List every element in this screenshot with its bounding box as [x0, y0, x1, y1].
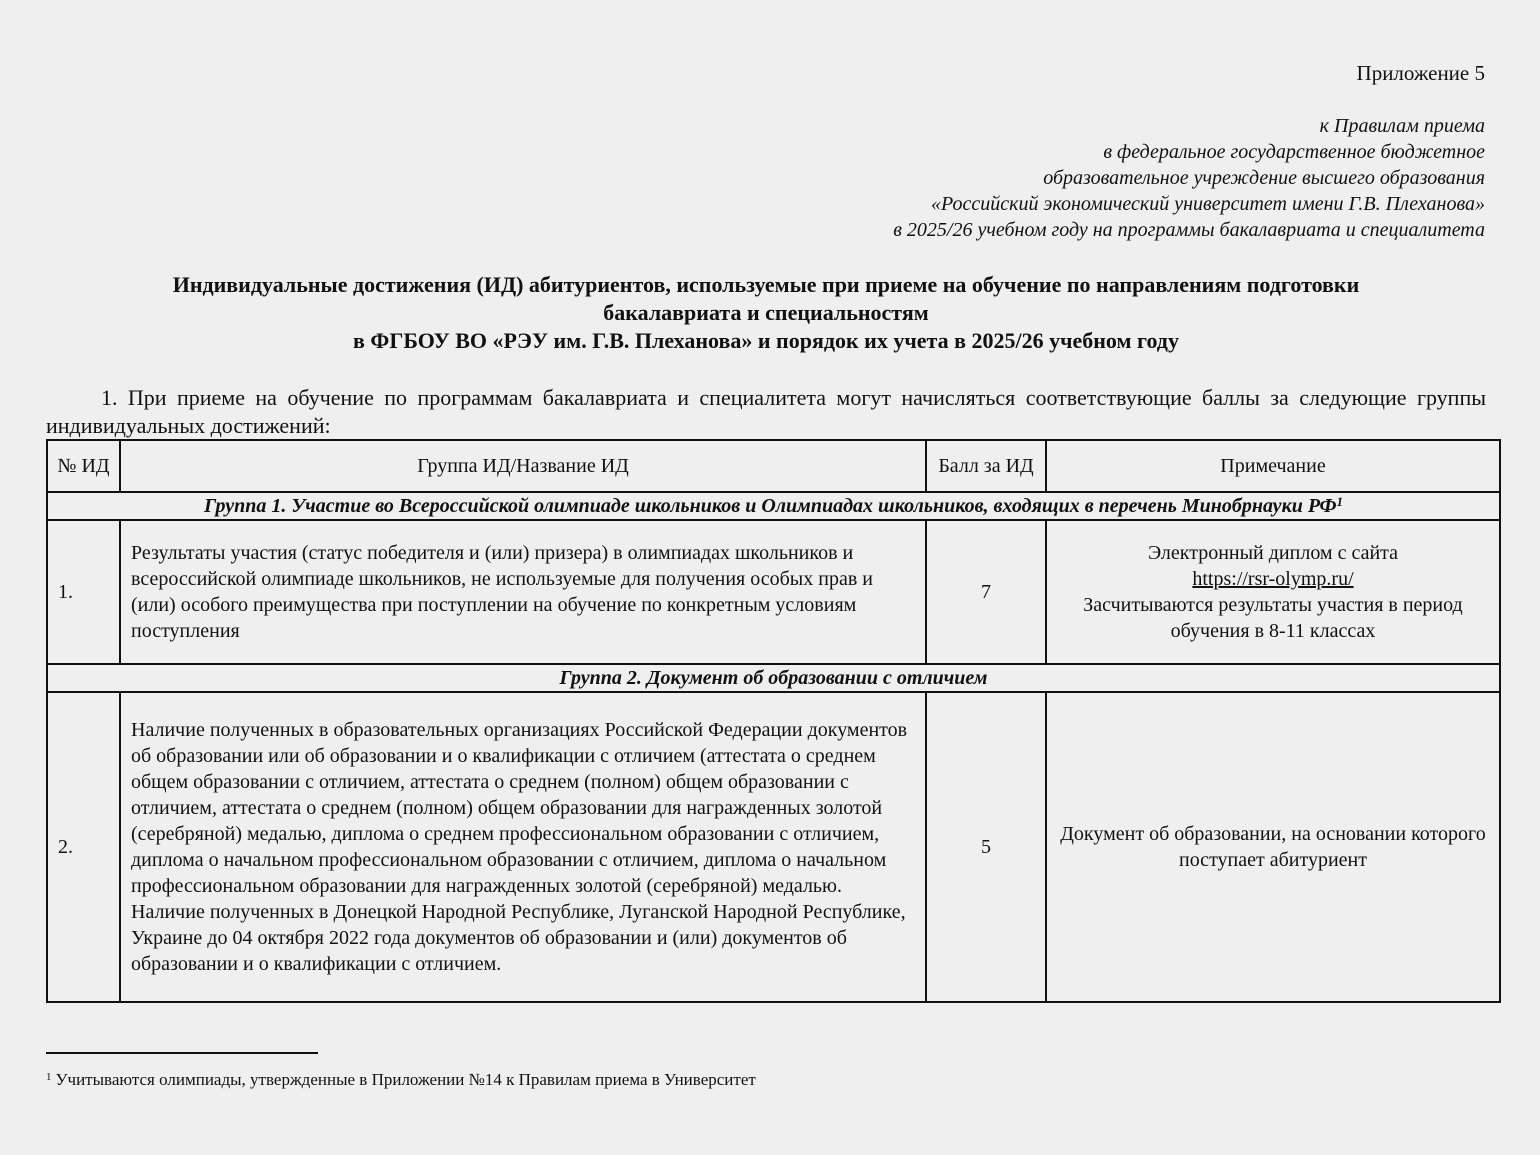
appendix-title: Приложение 5: [1356, 61, 1485, 85]
group-title-text: Группа 1. Участие во Всероссийской олимпиаде школьников и Олимпиадах школьников, входящих в перечень Минобрнауки РФ: [203, 495, 1337, 517]
note-line: Засчитываются результаты участия в период обучения в 8-11 классах: [1083, 594, 1463, 642]
group-title: Группа 2. Документ об образовании с отличием: [47, 664, 1500, 692]
appendix-subtitle-line: в 2025/26 учебном году на программы бакалавриата и специалитета: [893, 219, 1485, 241]
row-name-paragraph: Наличие полученных в образовательных организациях Российской Федерации документов об образовании или об образовании и о квалификации с отличием (аттестата о среднем общем образовании с отличием, аттестата о среднем (полном) общем образовании с отличием, аттестата о среднем (полном) общем образовании для награжденных золотой (серебряной) медалью, диплома о среднем профессиональном образовании с отличием, диплома о начальном профессиональном образовании с отличием, диплома о начальном профессиональном образовании для награжденных золотой (серебряной) медалью.: [131, 719, 908, 897]
appendix-subtitle: [893, 113, 1485, 243]
footnote-divider: [46, 1052, 318, 1054]
document-title-line: в ФГБОУ ВО «РЭУ им. Г.В. Плеханова» и порядок их учета в 2025/26 учебном году: [353, 328, 1179, 353]
row-num: 1.: [47, 520, 120, 664]
row-num: 2.: [47, 692, 120, 1002]
header-note: Примечание: [1046, 440, 1500, 492]
note-line: Электронный диплом с сайта: [1147, 542, 1399, 564]
document-title: [46, 271, 1486, 355]
group-row: [47, 664, 1500, 692]
olymp-site-link[interactable]: https://rsr-olymp.ru/: [1192, 568, 1354, 590]
intro-paragraph: 1. При приеме на обучение по программам бакалавриата и специалитета могут начисляться соответствующие баллы за следующие группы индивидуальных достижений:: [46, 385, 1486, 438]
appendix-subtitle-line: «Российский экономический университет имени Г.В. Плеханова»: [931, 193, 1485, 215]
achievements-table: [46, 439, 1501, 1003]
table-row: [47, 520, 1500, 664]
group-row: [47, 492, 1500, 520]
row-score: 7: [926, 520, 1046, 664]
header-name: Группа ИД/Название ИД: [120, 440, 926, 492]
footnote-number: 1: [46, 1071, 52, 1083]
appendix-subtitle-line: в федеральное государственное бюджетное: [1103, 141, 1485, 163]
table-header-row: [47, 440, 1500, 492]
header-score: Балл за ИД: [926, 440, 1046, 492]
footnote: [46, 1066, 756, 1091]
table-row: [47, 692, 1500, 1002]
row-score: 5: [926, 692, 1046, 1002]
row-name: Результаты участия (статус победителя и (или) призера) в олимпиадах школьников и всероссийской олимпиаде школьников, не используемые для получения особых прав и (или) особого преимущества при поступлении на обучение по конкретным условиям поступления: [120, 520, 926, 664]
row-note: Документ об образовании, на основании которого поступает абитуриент: [1046, 692, 1500, 1002]
group-title: [47, 492, 1500, 520]
row-name: [120, 692, 926, 1002]
document-title-line: бакалавриата и специальностям: [603, 300, 929, 325]
row-name-paragraph: Наличие полученных в Донецкой Народной Республике, Луганской Народной Республике, Украине до 04 октября 2022 года документов об образовании и (или) документов об образовании и о квалификации с отличием.: [131, 901, 906, 975]
footnote-text: Учитываются олимпиады, утвержденные в Приложении №14 к Правилам приема в Университет: [55, 1070, 756, 1089]
appendix-subtitle-line: образовательное учреждение высшего образования: [1043, 167, 1485, 189]
header-num: № ИД: [47, 440, 120, 492]
row-note: [1046, 520, 1500, 664]
appendix-subtitle-line: к Правилам приема: [1319, 115, 1485, 137]
document-title-line: Индивидуальные достижения (ИД) абитуриентов, используемые при приеме на обучение по направлениям подготовки: [172, 272, 1360, 297]
footnote-mark: 1: [1336, 494, 1344, 509]
